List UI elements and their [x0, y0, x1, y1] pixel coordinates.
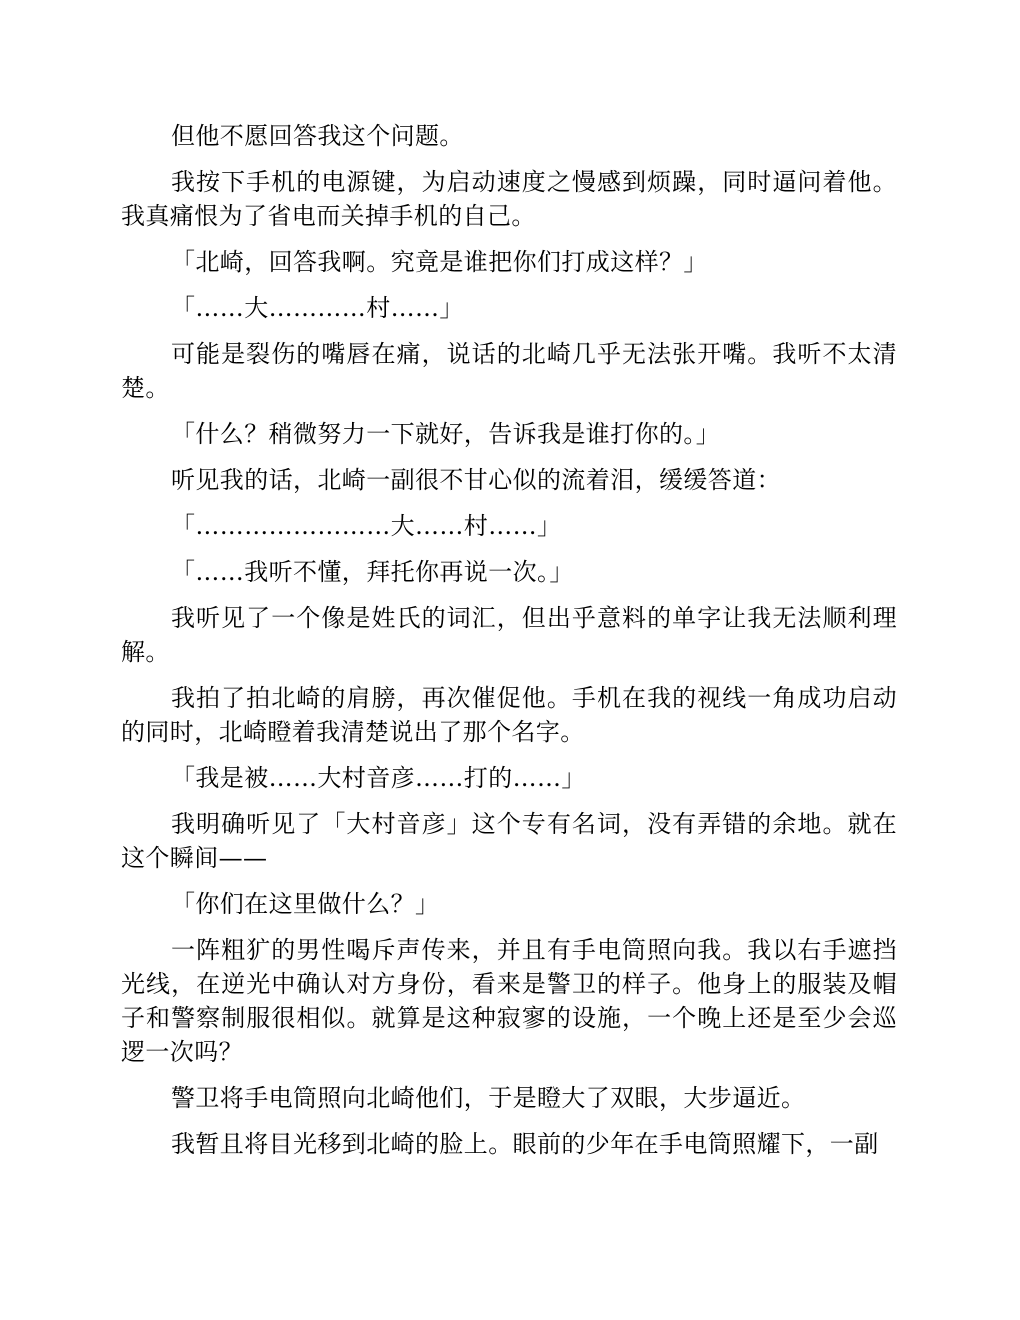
paragraph-3: 可能是裂伤的嘴唇在痛，说话的北崎几乎无法张开嘴。我听不太清楚。 — [121, 340, 897, 402]
paragraph-2: 我按下手机的电源键，为启动速度之慢感到烦躁，同时逼问着他。我真痛恨为了省电而关掉手机的自己。 — [121, 168, 897, 230]
paragraph-9: 警卫将手电筒照向北崎他们，于是瞪大了双眼，大步逼近。 — [171, 1084, 806, 1112]
dialogue-6: 「我是被……大村音彦……打的……」 — [171, 764, 586, 792]
dialogue-3: 「什么？稍微努力一下就好，告诉我是谁打你的。」 — [171, 420, 721, 448]
paragraph-5: 我听见了一个像是姓氏的词汇，但出乎意料的单字让我无法顺利理解。 — [121, 604, 897, 666]
dialogue-1: 「北崎，回答我啊。究竟是谁把你们打成这样？」 — [171, 248, 708, 276]
dialogue-4: 「……………………大……村……」 — [171, 512, 562, 540]
paragraph-10: 我暂且将目光移到北崎的脸上。眼前的少年在手电筒照耀下，一副 — [171, 1130, 879, 1158]
paragraph-7: 我明确听见了「大村音彦」这个专有名词，没有弄错的余地。就在这个瞬间—— — [121, 810, 897, 872]
paragraph-8: 一阵粗犷的男性喝斥声传来，并且有手电筒照向我。我以右手遮挡光线，在逆光中确认对方身份，看来是警卫的样子。他身上的服装及帽子和警察制服很相似。就算是这种寂寥的设施，一个晚上还是至少会巡逻一次吗？ — [121, 936, 897, 1066]
page-body — [121, 119, 897, 1173]
dialogue-2: 「……大…………村……」 — [171, 294, 464, 322]
dialogue-7: 「你们在这里做什么？」 — [171, 890, 440, 918]
paragraph-6: 我拍了拍北崎的肩膀，再次催促他。手机在我的视线一角成功启动的同时，北崎瞪着我清楚说出了那个名字。 — [121, 684, 897, 746]
dialogue-5: 「……我听不懂，拜托你再说一次。」 — [171, 558, 574, 586]
paragraph-1: 但他不愿回答我这个问题。 — [171, 122, 464, 150]
paragraph-4: 听见我的话，北崎一副很不甘心似的流着泪，缓缓答道： — [171, 466, 781, 494]
